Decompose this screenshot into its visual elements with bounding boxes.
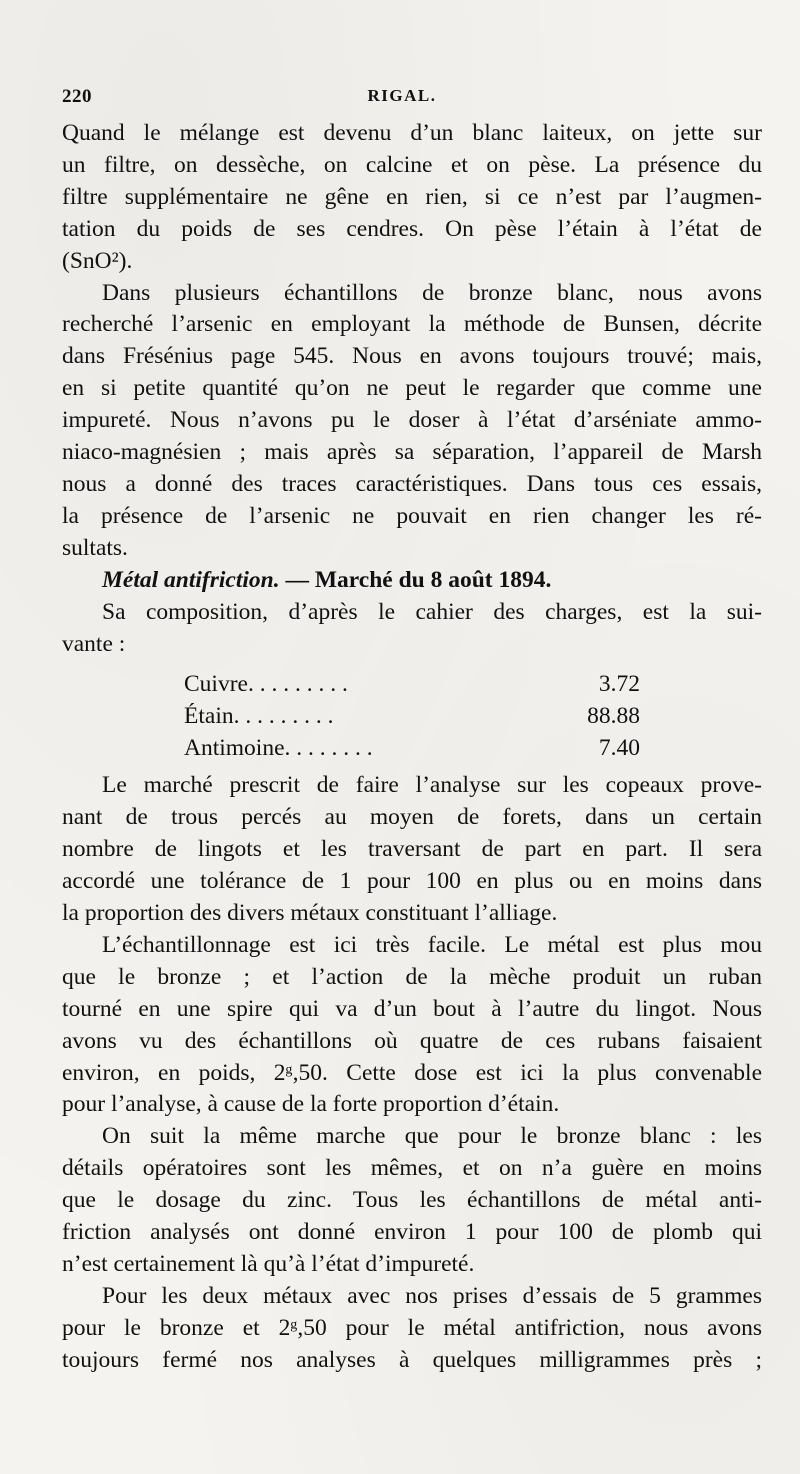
paragraph-8 [62,1281,762,1377]
text-line: nant de trous percés au moyen de forets, dans un certain [62,804,762,831]
text-line: Quand le mélange est devenu d’un blanc laiteux, on jette sur [62,120,762,146]
text-line: sultats. [62,534,128,561]
text-line: un filtre, on dessèche, on calcine et on pèse. La présence du [62,151,762,178]
running-head: RIGAL. [367,86,437,105]
text-line: nombre de lingots et les traversant de part en part. Il sera [62,836,762,863]
paragraph-2 [62,278,762,565]
text-line: Le marché prescrit de faire l’analyse sur les copeaux prove- [102,772,762,799]
text-line: pour le bronze et 2ᵍ,50 pour le métal antifriction, nous avons [62,1314,762,1341]
text-line: avons vu des échantillons où quatre de ces rubans faisaient [62,1027,762,1054]
metal-percentage: 3.72 [598,671,640,698]
text-line: L’échantillonnage est ici très facile. Le métal est plus mou [102,931,762,958]
text-line: Dans plusieurs échantillons de bronze blanc, nous avons [102,279,762,306]
text-line: recherché l’arsenic en employant la méthode de Bunsen, décrite [62,311,762,338]
text-line: environ, en poids, 2ᵍ,50. Cette dose est ici la plus convenable [62,1059,762,1086]
text-line: filtre supplémentaire ne gêne en rien, si ce n’est par l’augmen- [62,183,762,210]
paragraph-6 [62,930,762,1121]
metal-percentage: 7.40 [598,735,640,762]
paragraph-1 [62,118,762,278]
metal-name: Étain. . . . . . . . . [184,703,334,730]
metal-percentage: 88.88 [587,703,640,730]
text-line: impureté. Nous n’avons pu le doser à l’état d’arséniate ammo- [62,407,762,434]
text-line: la proportion des divers métaux constituant l’alliage. [62,900,558,927]
metal-name: Antimoine. . . . . . . . [184,735,373,762]
paragraph-7 [62,1121,762,1281]
text-line: nous a donné des traces caractéristiques. Dans tous ces essais, [62,470,762,497]
text-line: accordé une tolérance de 1 pour 100 en plus ou en moins dans [62,868,762,895]
page-body [62,118,762,1377]
section-heading [62,565,762,597]
text-line: vante : [62,630,126,657]
table-row [62,732,762,764]
paragraph-5 [62,770,762,930]
paragraph-4 [62,597,762,661]
text-line: n’est certainement là qu’à l’état d’impureté. [62,1251,475,1277]
text-line: pour l’analyse, à cause de la forte proportion d’étain. [62,1091,560,1118]
section-title: Métal antifriction. [102,566,280,593]
text-line: dans Frésénius page 545. Nous en avons toujours trouvé; mais, [62,343,762,370]
metal-name: Cuivre. . . . . . . . . [184,671,348,698]
text-line: en si petite quantité qu’on ne peut le regarder que comme une [62,375,762,402]
text-line: que le dosage du zinc. Tous les échantillons de métal anti- [62,1187,762,1214]
section-subtitle: — Marché du 8 août 1894. [279,566,552,593]
text-line: On suit la même marche que pour le bronze blanc : les [102,1123,762,1150]
text-line: Sa composition, d’après le cahier des charges, est la sui- [102,598,762,625]
text-line: (SnO²). [62,247,133,274]
composition-table [62,668,762,764]
page-header [62,86,742,110]
table-row [62,668,762,700]
text-line: toujours fermé nos analyses à quelques milligrammes près ; [62,1346,762,1373]
text-line: Pour les deux métaux avec nos prises d’essais de 5 grammes [102,1282,762,1309]
text-line: friction analysés ont donné environ 1 pour 100 de plomb qui [62,1219,762,1246]
text-line: tation du poids de ses cendres. On pèse l’étain à l’état de [62,215,762,242]
table-row [62,700,762,732]
text-line: détails opératoires sont les mêmes, et on n’a guère en moins [62,1155,762,1182]
page-number: 220 [62,86,92,107]
text-line: la présence de l’arsenic ne pouvait en rien changer les ré- [62,502,762,529]
text-line: que le bronze ; et l’action de la mèche produit un ruban [62,963,762,990]
text-line: niaco-magnésien ; mais après sa séparation, l’appareil de Marsh [62,439,762,466]
text-line: tourné en une spire qui va d’un bout à l’autre du lingot. Nous [62,995,762,1022]
